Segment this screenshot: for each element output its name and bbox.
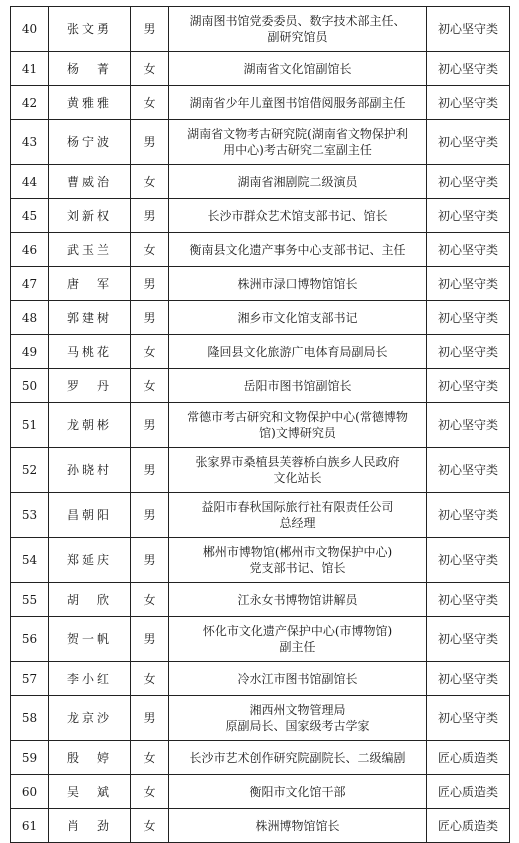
- person-name: 武玉兰: [49, 233, 131, 267]
- person-sex: 女: [131, 86, 169, 120]
- person-name: 肖 劲: [49, 809, 131, 843]
- table-row: [11, 233, 510, 267]
- person-sex: 男: [131, 120, 169, 165]
- position-line: 株洲博物馆馆长: [255, 818, 340, 833]
- table-row: [11, 617, 510, 662]
- row-number: 41: [11, 52, 49, 86]
- position-line: 江永女书博物馆讲解员: [237, 592, 358, 607]
- row-number: 49: [11, 335, 49, 369]
- table-row: [11, 775, 510, 809]
- row-number: 56: [11, 617, 49, 662]
- person-sex: 女: [131, 52, 169, 86]
- position-line: 湖南图书馆党委委员、数字技术部主任、: [189, 14, 406, 28]
- award-category: 匠心质造类: [427, 809, 510, 843]
- person-name: 孙晓村: [49, 448, 131, 493]
- table-row: [11, 369, 510, 403]
- person-name: 龙京沙: [49, 696, 131, 741]
- table-row: [11, 52, 510, 86]
- position-line: 湖南省文物考古研究院(湖南省文物保护利: [187, 127, 408, 141]
- person-position: [169, 538, 427, 583]
- position-line: 衡南县文化遗产事务中心支部书记、主任: [189, 242, 406, 257]
- position-line: 长沙市群众艺术馆支部书记、馆长: [207, 208, 388, 223]
- table-row: [11, 662, 510, 696]
- table-row: [11, 741, 510, 775]
- person-sex: 女: [131, 809, 169, 843]
- person-position: [169, 775, 427, 809]
- position-line: 长沙市艺术创作研究院副院长、二级编剧: [189, 750, 406, 765]
- person-name: 李小红: [49, 662, 131, 696]
- position-line: 馆)文博研究员: [259, 426, 336, 440]
- person-name: 马桃花: [49, 335, 131, 369]
- person-sex: 男: [131, 199, 169, 233]
- row-number: 58: [11, 696, 49, 741]
- row-number: 53: [11, 493, 49, 538]
- position-line: 文化站长: [273, 471, 322, 485]
- row-number: 46: [11, 233, 49, 267]
- award-category: 初心坚守类: [427, 335, 510, 369]
- row-number: 44: [11, 165, 49, 199]
- position-line: 原副局长、国家级考古学家: [225, 719, 370, 733]
- person-position: [169, 696, 427, 741]
- row-number: 59: [11, 741, 49, 775]
- award-category: 初心坚守类: [427, 662, 510, 696]
- table-row: [11, 493, 510, 538]
- person-name: 黄雅雅: [49, 86, 131, 120]
- row-number: 50: [11, 369, 49, 403]
- person-sex: 男: [131, 301, 169, 335]
- table-row: [11, 301, 510, 335]
- award-category: 初心坚守类: [427, 617, 510, 662]
- row-number: 45: [11, 199, 49, 233]
- person-position: [169, 493, 427, 538]
- award-category: 初心坚守类: [427, 448, 510, 493]
- award-category: 初心坚守类: [427, 86, 510, 120]
- person-sex: 男: [131, 493, 169, 538]
- row-number: 55: [11, 583, 49, 617]
- person-sex: 男: [131, 403, 169, 448]
- person-name: 昌朝阳: [49, 493, 131, 538]
- row-number: 40: [11, 7, 49, 52]
- person-name: 杨宁波: [49, 120, 131, 165]
- person-sex: 女: [131, 335, 169, 369]
- position-line: 党支部书记、馆长: [249, 561, 346, 575]
- table-row: [11, 7, 510, 52]
- position-line: 湖南省文化馆副馆长: [243, 61, 352, 76]
- award-category: 初心坚守类: [427, 267, 510, 301]
- award-category: 初心坚守类: [427, 120, 510, 165]
- award-category: 匠心质造类: [427, 775, 510, 809]
- person-position: [169, 199, 427, 233]
- position-line: 益阳市春秋国际旅行社有限责任公司: [201, 500, 394, 514]
- position-line: 湖南省湘剧院二级演员: [237, 174, 358, 189]
- award-category: 初心坚守类: [427, 583, 510, 617]
- table-row: [11, 335, 510, 369]
- person-position: [169, 583, 427, 617]
- person-name: 吴 斌: [49, 775, 131, 809]
- row-number: 42: [11, 86, 49, 120]
- position-line: 怀化市文化遗产保护中心(市博物馆): [202, 624, 393, 638]
- position-line: 湘乡市文化馆支部书记: [237, 310, 358, 325]
- person-name: 郭建树: [49, 301, 131, 335]
- row-number: 52: [11, 448, 49, 493]
- position-line: 株洲市渌口博物馆馆长: [237, 276, 358, 291]
- award-category: 初心坚守类: [427, 301, 510, 335]
- person-sex: 男: [131, 267, 169, 301]
- person-name: 龙朝彬: [49, 403, 131, 448]
- person-sex: 女: [131, 775, 169, 809]
- person-name: 张文勇: [49, 7, 131, 52]
- row-number: 61: [11, 809, 49, 843]
- person-position: [169, 662, 427, 696]
- table-row: [11, 199, 510, 233]
- person-position: [169, 233, 427, 267]
- person-position: [169, 267, 427, 301]
- award-category: 初心坚守类: [427, 493, 510, 538]
- position-line: 总经理: [279, 516, 316, 530]
- table-row: [11, 583, 510, 617]
- person-position: [169, 335, 427, 369]
- person-name: 刘新权: [49, 199, 131, 233]
- roster-table-body: [11, 7, 510, 843]
- award-category: 初心坚守类: [427, 52, 510, 86]
- award-category: 初心坚守类: [427, 165, 510, 199]
- person-position: [169, 369, 427, 403]
- position-line: 副主任: [279, 640, 316, 654]
- person-position: [169, 301, 427, 335]
- person-name: 郑延庆: [49, 538, 131, 583]
- award-category: 初心坚守类: [427, 233, 510, 267]
- person-position: [169, 403, 427, 448]
- position-line: 湖南省少年儿童图书馆借阅服务部副主任: [189, 95, 406, 110]
- table-row: [11, 448, 510, 493]
- person-position: [169, 741, 427, 775]
- person-name: 唐 军: [49, 267, 131, 301]
- person-name: 贺一帆: [49, 617, 131, 662]
- person-position: [169, 120, 427, 165]
- person-name: 曹威治: [49, 165, 131, 199]
- position-line: 用中心)考古研究二室副主任: [223, 143, 372, 157]
- person-sex: 女: [131, 233, 169, 267]
- row-number: 47: [11, 267, 49, 301]
- person-position: [169, 86, 427, 120]
- person-sex: 女: [131, 583, 169, 617]
- person-name: 殷 婷: [49, 741, 131, 775]
- person-sex: 男: [131, 448, 169, 493]
- person-position: [169, 617, 427, 662]
- person-name: 胡 欣: [49, 583, 131, 617]
- row-number: 60: [11, 775, 49, 809]
- roster-table: [10, 6, 510, 843]
- table-row: [11, 165, 510, 199]
- person-name: 杨 菁: [49, 52, 131, 86]
- table-row: [11, 809, 510, 843]
- award-category: 初心坚守类: [427, 696, 510, 741]
- person-position: [169, 809, 427, 843]
- person-sex: 男: [131, 538, 169, 583]
- row-number: 48: [11, 301, 49, 335]
- person-sex: 女: [131, 165, 169, 199]
- position-line: 衡阳市文化馆干部: [249, 784, 346, 799]
- row-number: 54: [11, 538, 49, 583]
- row-number: 43: [11, 120, 49, 165]
- position-line: 郴州市博物馆(郴州市文物保护中心): [202, 545, 393, 559]
- person-sex: 女: [131, 369, 169, 403]
- position-line: 常德市考古研究和文物保护中心(常德博物: [187, 410, 408, 424]
- position-line: 张家界市桑植县芙蓉桥白族乡人民政府: [195, 455, 400, 469]
- person-position: [169, 52, 427, 86]
- person-sex: 男: [131, 696, 169, 741]
- person-position: [169, 7, 427, 52]
- table-row: [11, 120, 510, 165]
- person-sex: 男: [131, 7, 169, 52]
- person-sex: 女: [131, 741, 169, 775]
- award-category: 初心坚守类: [427, 199, 510, 233]
- position-line: 冷水江市图书馆副馆长: [237, 671, 358, 686]
- person-position: [169, 448, 427, 493]
- award-category: 初心坚守类: [427, 403, 510, 448]
- person-sex: 女: [131, 662, 169, 696]
- row-number: 57: [11, 662, 49, 696]
- table-row: [11, 86, 510, 120]
- person-position: [169, 165, 427, 199]
- position-line: 隆回县文化旅游广电体育局副局长: [207, 344, 388, 359]
- position-line: 副研究馆员: [267, 30, 328, 44]
- table-row: [11, 538, 510, 583]
- position-line: 湘西州文物管理局: [249, 703, 346, 717]
- person-name: 罗 丹: [49, 369, 131, 403]
- award-category: 匠心质造类: [427, 741, 510, 775]
- award-category: 初心坚守类: [427, 538, 510, 583]
- table-row: [11, 403, 510, 448]
- person-sex: 男: [131, 617, 169, 662]
- table-row: [11, 267, 510, 301]
- table-row: [11, 696, 510, 741]
- award-category: 初心坚守类: [427, 7, 510, 52]
- position-line: 岳阳市图书馆副馆长: [243, 378, 352, 393]
- row-number: 51: [11, 403, 49, 448]
- award-category: 初心坚守类: [427, 369, 510, 403]
